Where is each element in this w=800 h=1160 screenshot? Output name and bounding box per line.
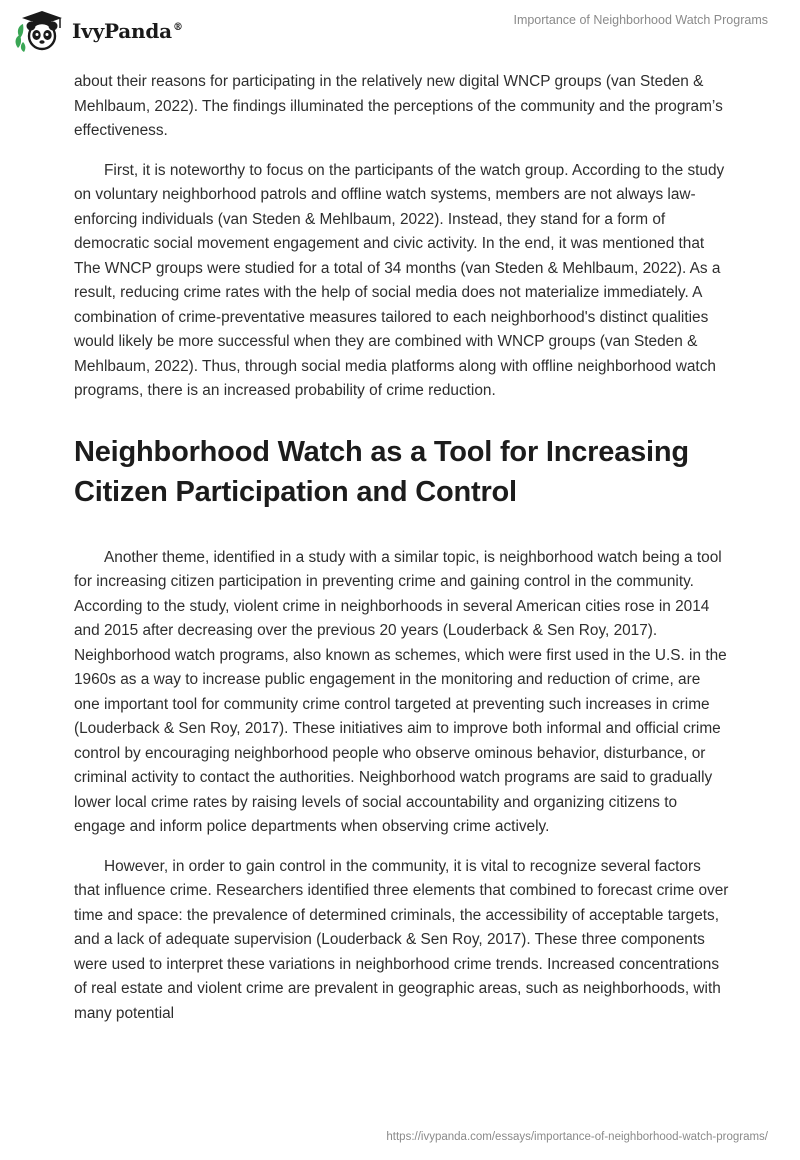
registered-mark: ® [172,22,183,34]
brand-logo[interactable] [14,8,183,54]
brand-name: IvyPanda® [72,19,183,43]
document-title: Importance of Neighborhood Watch Programs [513,13,768,27]
source-url[interactable]: https://ivypanda.com/essays/importance-of-neighborhood-watch-programs/ [386,1131,768,1143]
panda-graduate-icon [14,8,66,54]
paragraph-citizen-participation: Another theme, identified in a study with a similar topic, is neighborhood watch being a tool for increasing citizen participation in preventing crime and gaining control in the community. According to the study, violent crime in neighborhoods in several American cities rose in 2014 and 2015 after decreasing over the previous 20 years (Louderback & Sen Roy, 2017). Neighborhood watch programs, also known as schemes, which were first used in the U.S. in the 1960s as a way to increase public engagement in the monitoring and reduction of crime, are one important tool for community crime control targeted at preventing such increases in crime (Louderback & Sen Roy, 2017). These initiatives aim to improve both informal and official crime control by encouraging neighborhood people who observe ominous behavior, disturbance, or criminal activity to contact the authorities. Neighborhood watch programs are said to gradually lower local crime rates by raising levels of social accountability and organizing citizens to engage and inform police departments when observing crime actively. [74,548,727,835]
paragraph-crime-factors: However, in order to gain control in the community, it is vital to recognize several factors that influence crime. Researchers identified three elements that combined to forecast crime over time and space: the prevalence of determined criminals, the accessibility of acceptable targets, and a lack of adequate supervision (Louderback & Sen Roy, 2017). These three components were used to interpret these variations in neighborhood crime trends. Increased concentrations of real estate and violent crime are prevalent in geographic areas, such as neighborhoods, with many potential [74,857,729,1022]
paragraph-participants: First, it is noteworthy to focus on the participants of the watch group. According to the study on voluntary neighborhood patrols and offline watch systems, members are not always law-enforcing individuals (van Steden & Mehlbaum, 2022). Instead, they stand for a form of democratic social movement engagement and civic activity. In the end, it was mentioned that The WNCP groups were studied for a total of 34 months (van Steden & Mehlbaum, 2022). As a result, reducing crime rates with the help of social media does not materialize immediately. A combination of crime-preventative measures tailored to each neighborhood's distinct qualities would likely be more successful when they are combined with WNCP groups (van Steden & Mehlbaum, 2022). Thus, through social media platforms along with offline neighborhood watch programs, there is an increased probability of crime reduction. [74,161,725,399]
essay-body [74,70,729,1041]
paragraph-continuation: about their reasons for participating in the relatively new digital WNCP groups (van Steden & Mehlbaum, 2022). The findings illuminated the perceptions of the community and the program’s effectiveness. [74,73,723,139]
section-heading: Neighborhood Watch as a Tool for Increasing Citizen Participation and Control [74,435,689,508]
page-header [0,0,800,64]
